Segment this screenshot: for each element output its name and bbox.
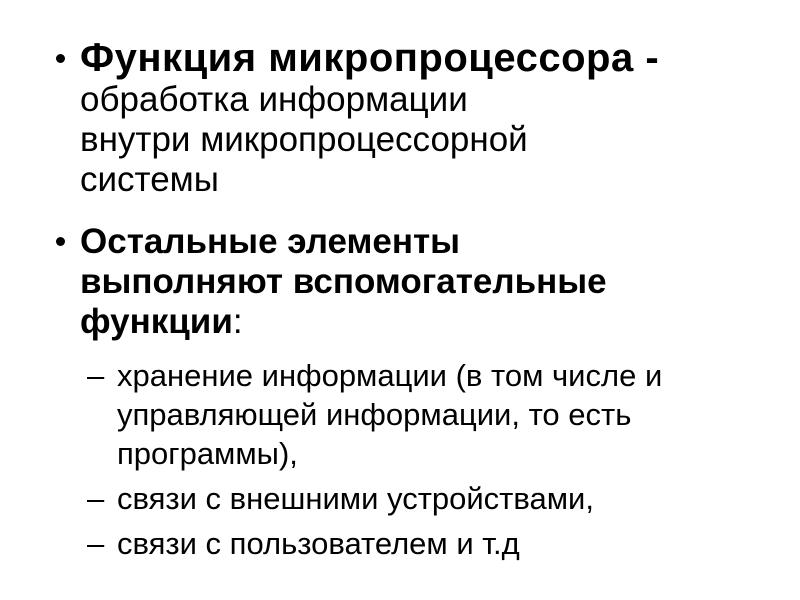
sub-bullet2-text-block — [117, 479, 768, 518]
bullet-item-2 — [56, 222, 768, 342]
bullet-marker-column — [56, 36, 80, 63]
sub-bullet2-line-1: связи с внешними устройствами, — [117, 481, 594, 516]
sub-bullet-list — [87, 356, 768, 563]
bullet-dot-icon — [56, 237, 65, 246]
sub-bullet-item-1 — [87, 356, 768, 473]
bullet1-line-3: внутри микропроцессорной — [80, 120, 528, 159]
bullet1-line-2: обработка информации — [80, 80, 468, 119]
bullet2-line-3-bold-text: функции — [80, 302, 233, 341]
bullet1-line-1: Функция микропроцессора - — [80, 36, 660, 80]
bullet-marker-column — [56, 222, 80, 246]
sub-bullet1-line-2: управляющей информации, то есть — [117, 397, 632, 432]
bullet-item-1 — [56, 36, 768, 200]
bullet2-line-3 — [80, 302, 768, 342]
sub-bullet1-line-3: программы), — [117, 436, 298, 471]
bullet2-line-2: выполняют вспомогательные — [80, 262, 607, 301]
sub-bullet-item-2 — [87, 479, 768, 518]
sub-bullet1-text-block — [117, 356, 768, 473]
slide-content — [56, 36, 768, 569]
bullet-dot-icon — [56, 54, 65, 63]
bullet1-text-block — [80, 36, 768, 200]
sub-bullet1-line-1: хранение информации (в том числе и — [117, 358, 663, 393]
sub-bullet3-text-block — [117, 524, 768, 563]
sub-bullet3-line-1: связи с пользователем и т.д — [117, 526, 520, 561]
dash-icon: – — [87, 358, 105, 393]
dash-icon: – — [87, 526, 105, 561]
dash-icon: – — [87, 481, 105, 516]
bullet2-line-1: Остальные элементы — [80, 222, 461, 261]
sub-bullet-item-3 — [87, 524, 768, 563]
bullet2-line-3-colon: : — [232, 302, 243, 341]
bullet2-text-block — [80, 222, 768, 342]
bullet1-line-4: системы — [80, 160, 219, 199]
